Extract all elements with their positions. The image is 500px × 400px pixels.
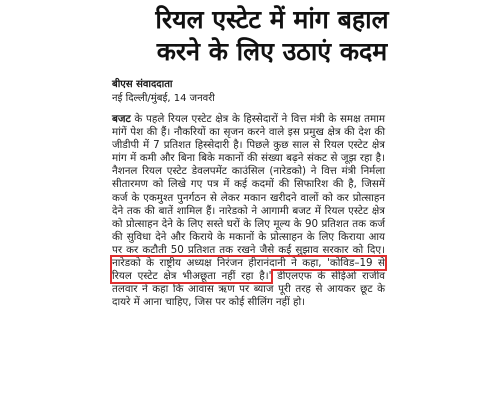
article-lead-word: बजट xyxy=(112,113,131,125)
headline-line-2: करने के लिए उठाएं कदम xyxy=(156,37,388,66)
article-headline xyxy=(92,4,452,68)
article-body xyxy=(112,113,385,309)
byline: बीएस संवाददाता xyxy=(112,79,173,90)
article-text: के पहले रियल एस्टेट क्षेत्र के हिस्सेदारों ने वित्त मंत्री के समक्ष तमाम मांगें पेश की हैं। नौकरियों का सृजन करने वाले इस प्रमुख क्षेत्र की देश की जीडीपी में 7 प्रतिशत हिस्सेदारी है। पिछले कुछ साल से रियल एस्टेट क्षेत्र मांग में कमी और बिना बिके मकानों की संख्या बढ़ने संकट से जूझ रहा है। नैशनल रियल एस्टेट डेवलपमेंट काउंसिल (नारेडको) ने वित्त मंत्री निर्मला सीतारमण को लिखे गए पत्र में कई कदमों की सिफारिश की है, जिसमें कर्ज के एकमुश्त पुनर्गठन से लेकर मकान खरीदने वालों को कर प्रोत्साहन देने तक की बातें शामिल हैं। नारेडको ने आगामी बजट में रियल एस्टेट क्षेत्र को प्रोत्साहन देने के लिए सस्ते घरों के लिए मूल्य के 90 प्रतिशत तक कर्ज की सुविधा देने और किराये के मकानों के प्रोत्साहन के लिए किराया आय पर कर कटौती 50 प्रतिशत तक रखने जैसे कई सुझाव सरकार को दिए। xyxy=(112,113,385,256)
dateline: नई दिल्ली/मुंबई, 14 जनवरी xyxy=(112,93,215,104)
highlighted-quote: नारेडको के राष्ट्रीय अध्यक्ष निरंजन हीरानंदानी ने कहा, 'कोविड–19 से रियल एस्टेट क्षेत्र भीअछूता नहीं रहा है।' xyxy=(112,257,385,283)
article-text-tail: डीएलएफ के सीईओ राजीव तलवार ने कहा कि आवास ऋण पर ब्याज पूरी तरह से आयकर छूट के दायरे में आना चाहिए, जिस पर कोई सीलिंग नहीं हो। xyxy=(112,270,385,309)
article-paragraph xyxy=(112,113,385,309)
headline-line-1: रियल एस्टेट में मांग बहाल xyxy=(155,5,389,34)
